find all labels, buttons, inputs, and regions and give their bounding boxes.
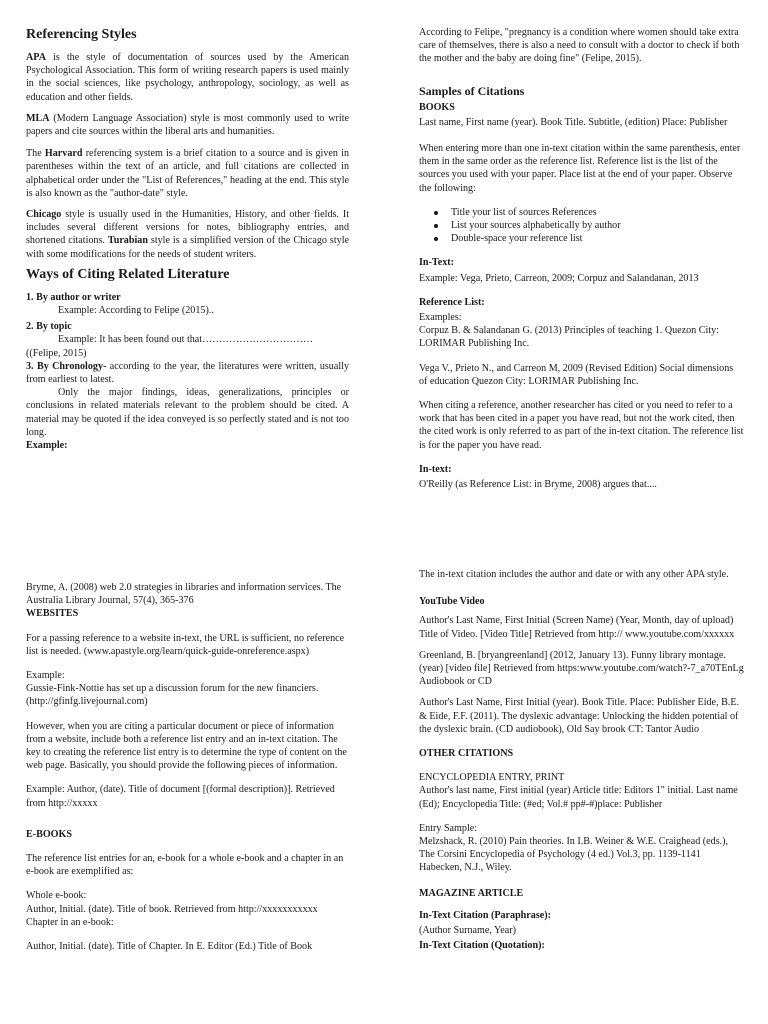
- example-label: Example:: [26, 440, 68, 452]
- other-citations-label: OTHER CITATIONS: [419, 748, 514, 760]
- paraphrase-format: (Author Surname, Year): [419, 925, 516, 937]
- gussie-example: Gussie-Fink-Nottie has set up a discussion forum for the new financiers. (http://gfinfg.livejournal.com): [26, 683, 319, 708]
- youtube-video-label: YouTube Video: [419, 596, 485, 608]
- melzshack-reference: Melzshack, R. (2010) Pain theories. In I.B. Weiner & W.E. Craighead (eds.), The Corsini Encyclopedia of Psychology (4 ed.) Vol.3, pp. 1139-1141 Habecken, N.J., Wiley.: [419, 836, 729, 874]
- entering-paragraph: When entering more than one in-text citation within the same parenthesis, enter them in the same order as the reference list. Reference list is the list of the sources you used with your paper. Place list at the end of your paper. Observe the following:: [419, 143, 741, 194]
- right-top-column: [419, 26, 744, 491]
- whole-ebook-format: Author, Initial. (date). Title of book. Retrieved from http://xxxxxxxxxxx: [26, 903, 318, 915]
- magazine-article-label: MAGAZINE ARTICLE: [419, 887, 524, 899]
- list-item: Double-space your reference list: [451, 232, 744, 245]
- ebooks-paragraph: The reference list entries for an, e-book for a whole e-book and a chapter in an e-book are exemplified as:: [26, 853, 344, 878]
- in-text-example: Example: Vega, Prieto, Carreon, 2009; Corpuz and Salandanan, 2013: [419, 272, 699, 284]
- by-chronology-label: 3. By Chronology-: [26, 360, 107, 372]
- vega-reference: Vega V., Prieto N., and Carreon M, 2009 (Revised Edition) Social dimensions of education Quezon City: LORIMAR Publishing Inc.: [419, 362, 734, 387]
- left-bottom-column: [26, 581, 351, 953]
- ways-of-citing-heading: Ways of Citing Related Literature: [26, 266, 230, 282]
- by-chronology-text: according to the year, the literatures were written, usually from earliest to latest.: [26, 360, 349, 386]
- in-text-label-2: In-text:: [419, 463, 452, 475]
- oreilly-example: O'Reilly (as Reference List: in Bryme, 2008) argues that....: [419, 479, 657, 491]
- harvard-term: Harvard: [44, 148, 83, 160]
- in-text-includes-paragraph: The in-text citation includes the author and date or with any other APA style.: [419, 569, 729, 580]
- harvard-text: referencing system is a brief citation to a source and is given in parentheses within the text of an article, and full citations are collected in alphabetical order under the "List of References," heading at the end. This style is also known as the "author-date" style.: [26, 148, 349, 199]
- ebooks-label: E-BOOKS: [26, 828, 72, 840]
- harvard-paragraph: [26, 147, 349, 200]
- citing-reference-paragraph: When citing a reference, another researcher has cited or you need to refer to a work that has been cited in a paper you have read, but not the work cited, then the cited work is only referred to as part of the in-text citation. The reference list is for the paper you have read.: [419, 400, 744, 451]
- apa-text: is the style of documentation of sources used by the American Psychological Association. This form of writing research papers is used mainly in the social sciences, like psychology, anthropology, sociology, as well as education and other fields.: [26, 52, 349, 103]
- greenland-reference: Greenland, B. [bryangreenland] (2012, January 13). Funny library montage. (year) [video file] Retrieved from https:www.youtube.com/watch?-7_a70TEnLg Audiobook or CD: [419, 649, 744, 688]
- mla-term: MLA: [26, 112, 50, 124]
- left-top-column: [26, 26, 349, 452]
- by-author-label: 1. By author or writer: [26, 291, 121, 303]
- mla-text: (Modern Language Association) style is most commonly used to write papers and cite sources within the liberal arts and humanities.: [26, 112, 349, 138]
- by-topic-example: Example: It has been found out that……………………………: [58, 334, 314, 346]
- apa-term: APA: [26, 52, 46, 63]
- passing-reference-paragraph: For a passing reference to a website in-text, the URL is sufficient, no reference list is needed. (www.apastyle.org/learn/quick-guide-onreference.aspx): [26, 632, 345, 657]
- chicago-paragraph: [26, 208, 349, 261]
- list-item: Title your list of sources References: [451, 206, 744, 219]
- audiobook-paragraph: Author's Last Name, First Initial (year). Book Title. Place: Publisher Eide, B.E. & Eide, F.F. (2011). The dyslexic advantage: Unlocking the hidden potential of the dyslexic brain. (CD audiobook), Old Say brook CT: Tantor Audio: [419, 697, 740, 735]
- chapter-ebook-format: Author, Initial. (date). Title of Chapter. In E. Editor (Ed.) Title of Book: [26, 941, 313, 953]
- books-label: BOOKS: [419, 101, 455, 113]
- by-topic-continued: ((Felipe, 2015): [26, 347, 87, 359]
- right-bottom-column: [419, 568, 744, 952]
- by-topic-label: 2. By topic: [26, 321, 72, 333]
- bryme-reference: Bryme, A. (2008) web 2.0 strategies in libraries and information services. The Australia Library Journal, 57(4), 365-376: [26, 582, 342, 607]
- findings-paragraph: Only the major findings, ideas, generalizations, principles or conclusions in related materials relevant to the problem should be cited. A material may be quoted if the idea conveyed is so perfectly stated and is not too long.: [26, 387, 349, 438]
- apa-paragraph: [26, 51, 349, 104]
- chicago-term: Chicago: [26, 209, 62, 221]
- by-chronology-paragraph: [26, 360, 349, 386]
- harvard-pre: The: [26, 148, 45, 160]
- by-author-example: Example: According to Felipe (2015)..: [58, 305, 214, 317]
- encyclopedia-format: Author's last name, First initial (year) Article title: Editors 1" initial. Last name (Ed); Encyclopedia Title: (#ed; Vol.# pp#-#)place: Publisher: [419, 785, 738, 810]
- reference-list-label: Reference List:: [419, 296, 485, 308]
- turabian-text: style is a simplified version of the Chicago style with some modifications for the needs of student writers.: [26, 235, 350, 260]
- quotation-label: In-Text Citation (Quotation):: [419, 940, 545, 952]
- website-example-label: Example:: [26, 670, 65, 682]
- felipe-quote: According to Felipe, "pregnancy is a condition where women should take extra care of themselves, there is also a need to consult with a doctor to check if both the mother and the baby are doing fine" (Felipe, 2015).: [419, 27, 740, 65]
- chicago-text: style is usually used in the Humanities, History, and other fields. It includes several different versions for notes, bibliography entries, and shortened citations.: [26, 209, 349, 247]
- however-paragraph: However, when you are citing a particular document or piece of information from a website, include both a reference list entry and an in-text citation. The key to creating the reference list entry is to determine the type of content on the web page. Basically, you should provide the following pieces of information.: [26, 720, 347, 772]
- corpuz-reference: Corpuz B. & Salandanan G. (2013) Principles of teaching 1. Quezon City: LORIMAR Publishing Inc.: [419, 325, 719, 350]
- websites-label: WEBSITES: [26, 608, 79, 620]
- referencing-styles-heading: Referencing Styles: [26, 27, 137, 42]
- paraphrase-label: In-Text Citation (Paraphrase):: [419, 909, 551, 921]
- examples-label: Examples:: [419, 312, 462, 324]
- samples-of-citations-heading: Samples of Citations: [419, 83, 525, 98]
- encyclopedia-entry-label: ENCYCLOPEDIA ENTRY, PRINT: [419, 772, 565, 784]
- youtube-format: Author's Last Name, First Initial (Screen Name) (Year, Month, day of upload) Title of Video. [Video Title] Retrieved from http:// www.youtube.com/xxxxxx: [419, 615, 735, 640]
- entry-sample-label: Entry Sample:: [419, 822, 478, 834]
- web-document-format: Example: Author, (date). Title of document [(formal description)]. Retrieved from http://xxxxx: [26, 784, 335, 809]
- whole-ebook-label: Whole e-book:: [26, 890, 87, 902]
- mla-paragraph: [26, 112, 349, 138]
- chapter-ebook-label: Chapter in an e-book:: [26, 916, 114, 928]
- books-format: Last name, First name (year). Book Title. Subtitle, (edition) Place: Publisher: [419, 116, 728, 128]
- in-text-label: In-Text:: [419, 257, 454, 269]
- turabian-term: Turabian: [107, 235, 148, 247]
- reference-list-rules: [419, 206, 744, 246]
- list-item: List your sources alphabetically by author: [451, 219, 744, 232]
